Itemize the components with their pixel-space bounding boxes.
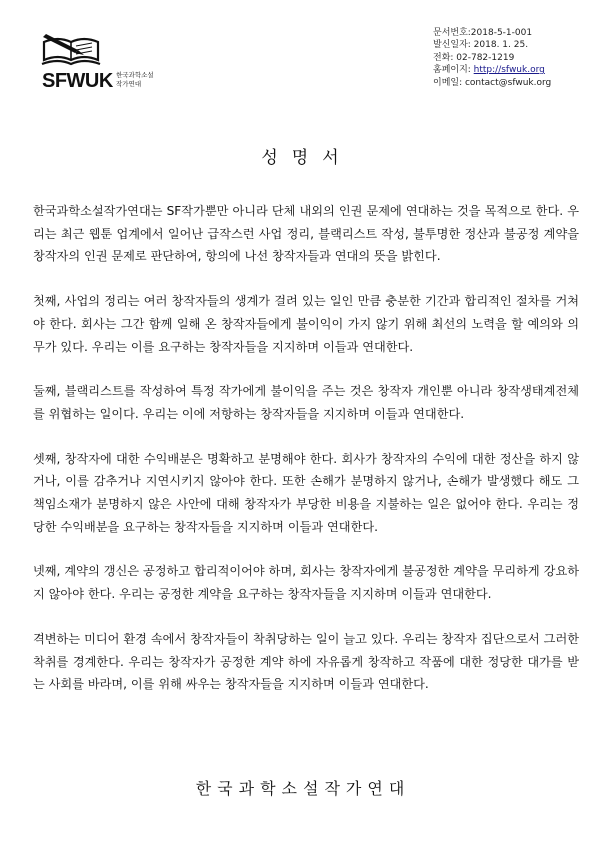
logo-subtitle: 한국과학소설 작가연대 <box>116 71 154 88</box>
homepage: 홈페이지: http://sfwuk.org <box>433 65 545 76</box>
signature-organization: 한국과학소설작가연대 <box>195 779 411 798</box>
homepage-link[interactable]: http://sfwuk.org <box>473 65 545 76</box>
phone: 전화: 02-782-1219 <box>433 52 515 63</box>
document-meta <box>433 27 551 89</box>
paragraph: 격변하는 미디어 환경 속에서 창작자들이 착취당하는 일이 늘고 있다. 우리는 창작자 집단으로서 그러한 착취를 경계한다. 우리는 창작자가 공정한 계약 하에 자유롭게 창작하고 작품에 대한 정당한 대가를 받는 사회를 바라며, 이를 위해 싸우는 창작자들을 지지하며 이들과 연대한다. <box>33 631 579 692</box>
paragraph: 넷째, 계약의 갱신은 공정하고 합리적이어야 하며, 회사는 창작자에게 불공정한 계약을 무리하게 강요하지 않아야 한다. 우리는 공정한 계약을 요구하는 창작자들을 지지하며 이들과 연대한다. <box>33 564 579 602</box>
book-pen-icon <box>40 30 102 68</box>
paragraph: 한국과학소설작가연대는 SF작가뿐만 아니라 단체 내외의 인권 문제에 연대하는 것을 목적으로 한다. 우리는 최근 웹툰 업계에서 일어난 급작스런 사업 정리, 블랙리스트 작성, 불투명한 정산과 불공정 계약을 창작자의 인권 문제로 판단하여, 항의에 나선 창작자들과 연대의 뜻을 밝힌다. <box>33 204 579 264</box>
send-date: 발신일자: 2018. 1. 25. <box>433 40 529 51</box>
doc-number: 문서번호:2018-5-1-001 <box>433 28 533 38</box>
paragraph: 첫째, 사업의 정리는 여러 창작자들의 생계가 걸려 있는 일인 만큼 충분한 기간과 합리적인 절차를 거쳐야 한다. 회사는 그간 함께 일해 온 창작자들에게 불이익이 가지 않기 위해 최선의 노력을 할 예의와 의무가 있다. 우리는 이를 요구하는 창작자들을 지지하며 이들과 연대한다. <box>33 294 579 354</box>
page-title: 성명서 <box>261 148 353 168</box>
logo-wordmark: SFWUK <box>42 70 113 92</box>
email: 이메일: contact@sfwuk.org <box>433 77 552 88</box>
paragraph: 둘째, 블랙리스트를 작성하여 특정 작가에게 불이익을 주는 것은 창작자 개인뿐 아니라 창작생태계전체를 위협하는 일이다. 우리는 이에 저항하는 창작자들을 지지하며 이들과 연대한다. <box>33 384 579 421</box>
logo <box>38 30 158 100</box>
paragraph: 셋째, 창작자에 대한 수익배분은 명확하고 분명해야 한다. 회사가 창작자의 수익에 대한 정산을 하지 않거나, 이를 감추거나 지연시키지 않아야 한다. 또한 손해가 분명하지 않거나, 손해가 발생했다 해도 그 책임소재가 분명하지 않은 사안에 대해 창작자가 부당한 비용을 지불하는 일은 없어야 한다. 우리는 정당한 수익배분을 요구하는 창작자들을 지지하며 이들과 연대한다. <box>33 451 579 534</box>
statement-body <box>33 200 579 718</box>
